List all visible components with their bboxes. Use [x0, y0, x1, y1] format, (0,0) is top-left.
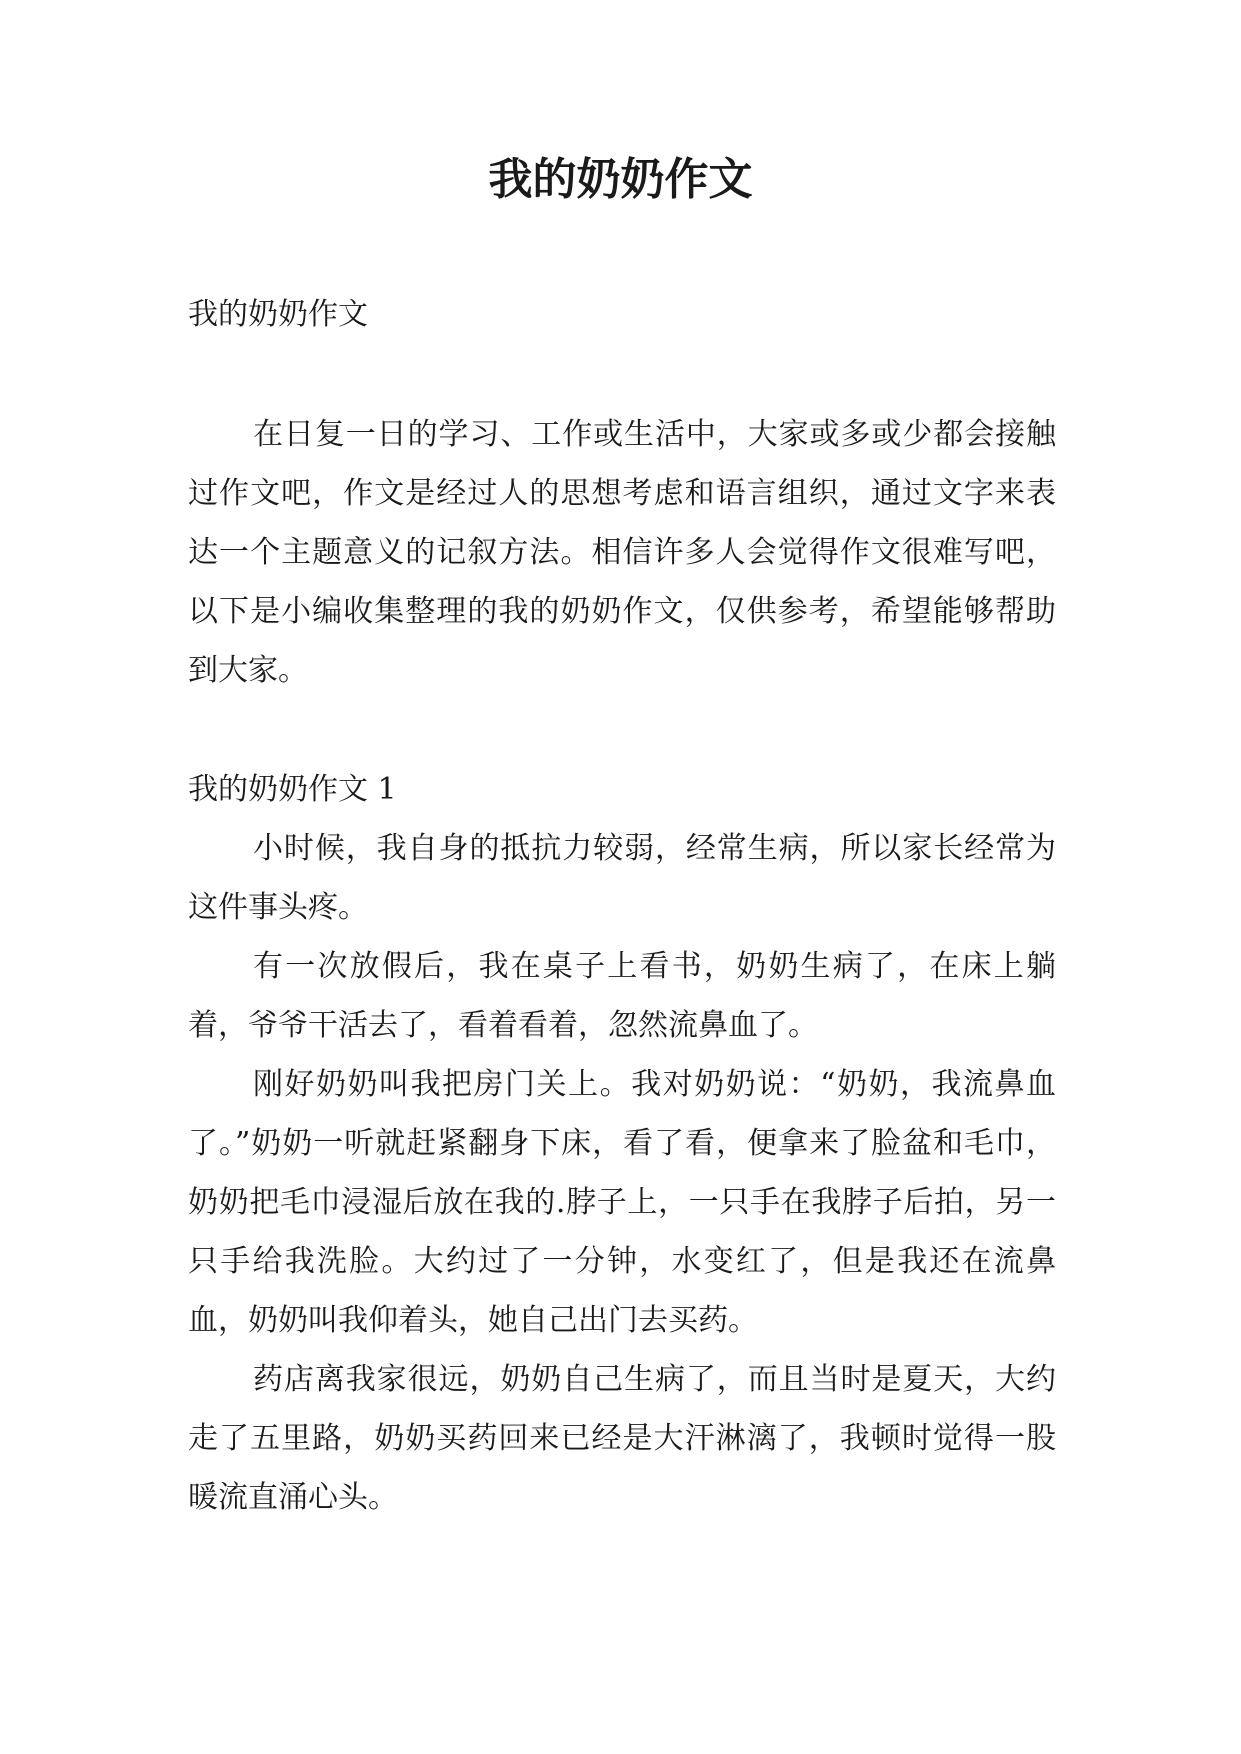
- essay-heading: 我的奶奶作文 1: [188, 772, 397, 807]
- document-body: [188, 285, 1056, 1527]
- document-title: 我的奶奶作文: [488, 154, 753, 205]
- document-subtitle: 我的奶奶作文: [188, 297, 368, 332]
- essay-paragraph: 刚好奶奶叫我把房门关上。我对奶奶说：“奶奶，我流鼻血了。”奶奶一听就赶紧翻身下床，看了看，便拿来了脸盆和毛巾，奶奶把毛巾浸湿后放在我的.脖子上，一只手在我脖子后拍，另一只手给我洗脸。大约过了一分钟，水变红了，但是我还在流鼻血，奶奶叫我仰着头，她自己出门去买药。: [188, 1067, 1056, 1338]
- essay-paragraph: 有一次放假后，我在桌子上看书，奶奶生病了，在床上躺着，爷爷干活去了，看着看着，忽然流鼻血了。: [188, 949, 1056, 1043]
- spacer: [188, 700, 1056, 760]
- essay-paragraph: 小时候，我自身的抵抗力较弱，经常生病，所以家长经常为这件事头疼。: [188, 831, 1056, 925]
- essay-paragraph: 药店离我家很远，奶奶自己生病了，而且当时是夏天，大约走了五里路，奶奶买药回来已经是大汗淋漓了，我顿时觉得一股暖流直涌心头。: [188, 1362, 1056, 1515]
- intro-paragraph: 在日复一日的学习、工作或生活中，大家或多或少都会接触过作文吧，作文是经过人的思想考虑和语言组织，通过文字来表达一个主题意义的记叙方法。相信许多人会觉得作文很难写吧，以下是小编收集整理的我的奶奶作文，仅供参考，希望能够帮助到大家。: [188, 417, 1056, 688]
- spacer: [188, 344, 1056, 405]
